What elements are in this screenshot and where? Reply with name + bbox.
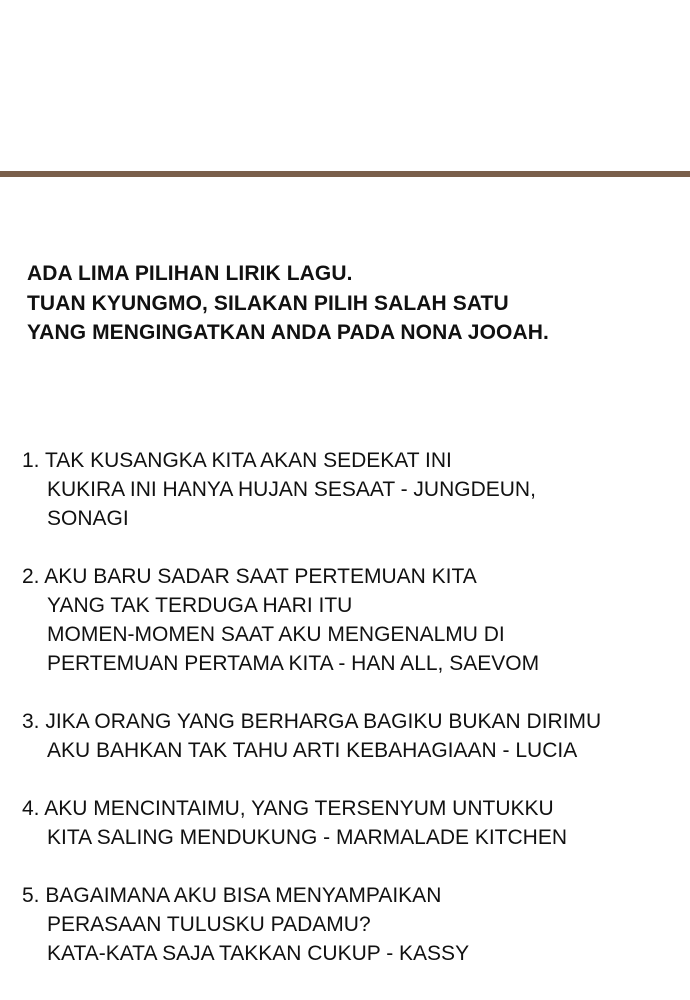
lyric-choice-1 <box>22 446 682 533</box>
lyric-line: KATA-KATA SAJA TAKKAN CUKUP - KASSY <box>47 942 470 965</box>
lyric-line: KUKIRA INI HANYA HUJAN SESAAT - JUNGDEUN, <box>47 478 536 501</box>
lyric-line: 4. AKU MENCINTAIMU, YANG TERSENYUM UNTUKKU <box>22 797 554 820</box>
lyric-line: SONAGI <box>47 507 129 530</box>
lyric-choice-5 <box>22 881 682 968</box>
lyric-line: 2. AKU BARU SADAR SAAT PERTEMUAN KITA <box>22 565 477 588</box>
lyric-line: 3. JIKA ORANG YANG BERHARGA BAGIKU BUKAN DIRIMU <box>22 710 602 733</box>
lyric-line: AKU BAHKAN TAK TAHU ARTI KEBAHAGIAAN - LUCIA <box>47 739 578 762</box>
intro-line: TUAN KYUNGMO, SILAKAN PILIH SALAH SATU <box>27 291 509 315</box>
intro-caption <box>27 259 667 348</box>
lyric-line: YANG TAK TERDUGA HARI ITU <box>47 594 353 617</box>
lyric-choice-2 <box>22 562 682 678</box>
lyric-line: PERASAAN TULUSKU PADAMU? <box>47 913 371 936</box>
lyric-line: 5. BAGAIMANA AKU BISA MENYAMPAIKAN <box>22 884 442 907</box>
lyric-line: MOMEN-MOMEN SAAT AKU MENGENALMU DI <box>47 623 505 646</box>
lyric-line: 1. TAK KUSANGKA KITA AKAN SEDEKAT INI <box>22 449 452 472</box>
panel-divider <box>0 171 690 177</box>
lyric-line: KITA SALING MENDUKUNG - MARMALADE KITCHEN <box>47 826 568 849</box>
lyric-choices-list <box>22 446 682 968</box>
intro-line: ADA LIMA PILIHAN LIRIK LAGU. <box>27 262 353 285</box>
intro-line: YANG MENGINGATKAN ANDA PADA NONA JOOAH. <box>27 321 549 344</box>
lyric-line: PERTEMUAN PERTAMA KITA - HAN ALL, SAEVOM <box>47 652 540 675</box>
lyric-choice-4 <box>22 794 682 852</box>
lyric-choice-3 <box>22 707 682 765</box>
